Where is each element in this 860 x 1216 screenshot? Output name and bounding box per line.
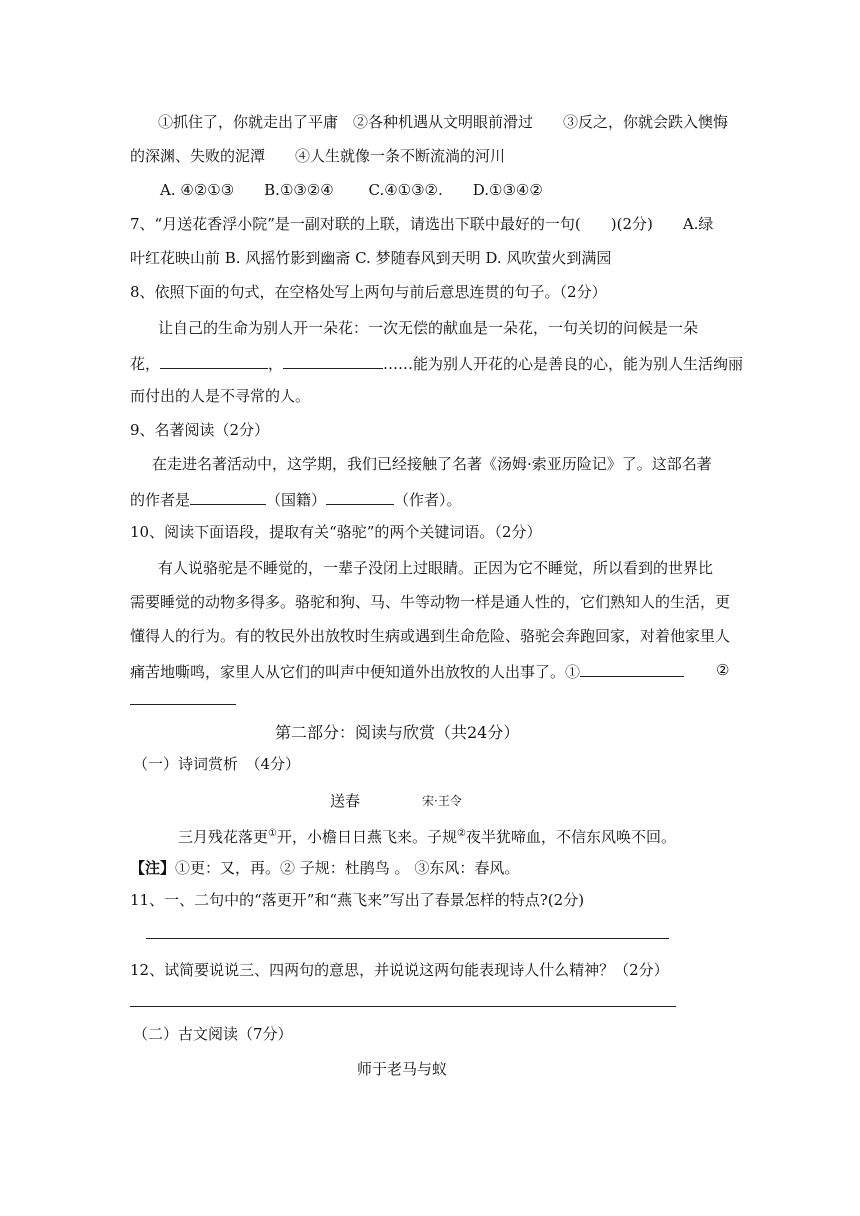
part2-section-1: （一）诗词赏析 （4分） (133, 755, 301, 773)
q8-para2-start: 花， (130, 355, 161, 373)
q12: 12、试简要说说三、四两句的意思，并说说这两句能表现诗人什么精神？（2分） (130, 961, 669, 979)
poem-author: 宋·王令 (422, 794, 462, 808)
q8-title: 8、依照下面的句式，在空格处写上两句与前后意思连贯的句子。（2分） (130, 283, 607, 301)
part2-section-2: （二）古文阅读（7分） (133, 1025, 293, 1043)
q6-line1: ①抓住了，你就走出了平庸 ②各种机遇从文明眼前滑过 ③反之，你就会跌入懊悔 (158, 113, 729, 131)
q10-para3: 懂得人的行为。有的牧民外出放牧时生病或遇到生命危险、骆驼会奔跑回家，对着他家里人 (130, 627, 731, 645)
q9-author-blank[interactable] (326, 488, 394, 505)
note-text: ①更：又，再。② 子规：杜鹃鸟 。 ③东风：春风。 (175, 859, 520, 877)
q11-answer-line[interactable] (146, 938, 669, 939)
q6-line2: 的深渊、失败的泥潭 ④人生就像一条不断流淌的河川 (130, 147, 506, 165)
q8-para3: 而付出的人是不寻常的人。 (130, 387, 311, 405)
q7-line2: 叶红花映山前 B. 风摇竹影到幽斋 C. 梦随春风到天明 D. 风吹萤火到满园 (130, 249, 612, 267)
q10-para2: 需要睡觉的动物多得多。骆驼和狗、马、牛等动物一样是通人性的，它们熟知人的生活，更 (130, 593, 731, 611)
q9-para2 (130, 488, 462, 510)
poem-notes (130, 858, 519, 878)
poem-title: 送春 (330, 792, 361, 810)
q9-nationality-blank[interactable] (190, 488, 266, 505)
q8-blank-2[interactable] (283, 352, 383, 369)
q9-para1: 在走进名著活动中，这学期，我们已经接触了名著《汤姆·索亚历险记》了。这部名著 (152, 455, 712, 473)
q8-para2 (130, 352, 743, 374)
q10-blank-1[interactable] (580, 660, 684, 677)
q9-nationality-label: （国籍） (266, 491, 327, 509)
q10-title: 10、阅读下面语段，提取有关“骆驼”的两个关键词语。（2分） (130, 523, 542, 541)
q10-blank-2[interactable] (130, 704, 236, 705)
q9-author-label: （作者）。 (394, 491, 462, 509)
poem-part-b: 开，小檐日日燕飞来。子规 (276, 828, 457, 846)
prose-title: 师于老马与蚁 (357, 1060, 448, 1078)
q9-title: 9、名著阅读（2分） (130, 421, 270, 439)
q8-para2-mid: ， (268, 355, 284, 373)
poem-part-a: 三月残花落更 (178, 828, 269, 846)
q12-answer-line[interactable] (130, 1006, 676, 1007)
q8-para2-end: ……能为别人开花的心是善良的心，能为别人生活绚丽 (383, 355, 744, 373)
q10-para1: 有人说骆驼是不睡觉的，一辈子没闭上过眼睛。正因为它不睡觉，所以看到的世界比 (158, 559, 714, 577)
q7-line1: 7、“月送花香浮小院”是一副对联的上联，请选出下联中最好的一句( )(2分) A.绿 (130, 215, 714, 233)
q10-mark-2: ② (716, 661, 730, 679)
q9-para2-start: 的作者是 (130, 491, 191, 509)
q6-options: A. ④②①③ B.①③②④ C.④①③②. D.①③④② (160, 181, 543, 199)
q8-blank-1[interactable] (160, 352, 268, 369)
poem-footnote-1: ① (268, 828, 277, 839)
q11: 11、一、二句中的“落更开”和“燕飞来”写出了春景怎样的特点?(2分) (130, 891, 585, 909)
poem-body (178, 824, 676, 847)
part2-heading: 第二部分：阅读与欣赏（共24分） (275, 723, 520, 742)
poem-footnote-2: ② (457, 828, 466, 839)
q10-para4-text: 痛苦地嘶鸣，家里人从它们的叫声中便知道外出放牧的人出事了。① (130, 663, 581, 681)
note-label: 【注】 (130, 859, 176, 877)
q8-para1: 让自己的生命为别人开一朵花：一次无偿的献血是一朵花，一句关切的问候是一朵 (158, 319, 699, 337)
q10-para4 (130, 660, 684, 682)
poem-part-c: 夜半犹啼血，不信东风唤不回。 (465, 828, 676, 846)
